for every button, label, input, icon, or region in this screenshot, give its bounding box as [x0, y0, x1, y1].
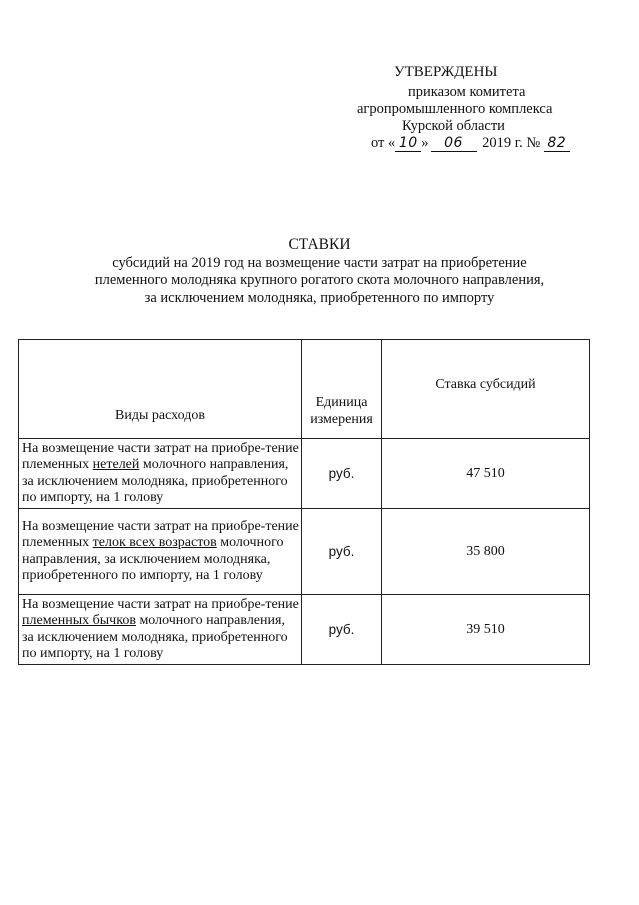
description-text: На возмещение части затрат на приобре-тение племенных: [22, 519, 299, 551]
description-text: молочного направления, за исключением молодняка, приобретенного по импорту, на 1 голову: [22, 535, 284, 583]
table-header-row: [19, 340, 590, 439]
approval-line-order: приказом комитета: [408, 84, 526, 100]
row-expense-description: [19, 509, 302, 595]
date-prefix: от «: [371, 135, 396, 151]
header-rate: [382, 340, 590, 439]
row-expense-description: [19, 595, 302, 665]
document-title: СТАВКИ: [288, 236, 351, 253]
description-text: молочного направления, за исключением молодняка, приобретенного по импорту, на 1 голову: [22, 613, 288, 661]
approval-title: УТВЕРЖДЕНЫ: [394, 64, 498, 80]
row-rate: 35 800: [382, 509, 590, 595]
description-text: На возмещение части затрат на приобре-тение племенных: [22, 441, 299, 473]
approval-line-region: Курской области: [402, 118, 505, 134]
row-rate: 39 510: [382, 595, 590, 665]
table-row: [19, 509, 590, 595]
row-unit: руб.: [302, 439, 382, 509]
table-row: [19, 595, 590, 665]
row-expense-description: [19, 439, 302, 509]
row-unit: руб.: [302, 595, 382, 665]
approval-line-committee: агропромышленного комплекса: [357, 101, 553, 117]
date-day-close: »: [421, 135, 429, 151]
description-underlined: нетелей: [92, 457, 140, 473]
document-subtitle-line3: за исключением молодняка, приобретенного по импорту: [144, 290, 495, 306]
description-underlined: телок всех возрастов: [92, 535, 217, 551]
table-row: [19, 439, 590, 509]
description-underlined: племенных бычков: [22, 613, 136, 629]
approval-block: [0, 0, 639, 160]
row-unit: руб.: [302, 509, 382, 595]
header-unit-line1: Единица: [315, 395, 368, 410]
document-subtitle-line1: субсидий на 2019 год на возмещение части затрат на приобретение: [112, 255, 527, 271]
approval-date-line: [371, 135, 570, 152]
header-rate-label: Ставка субсидий: [435, 377, 536, 392]
date-month: 06: [431, 136, 477, 152]
row-rate: 47 510: [382, 439, 590, 509]
order-number: 82: [544, 136, 570, 152]
header-expense-type: Виды расходов: [19, 340, 302, 439]
date-day: 10: [395, 136, 421, 152]
header-unit: [302, 340, 382, 439]
header-unit-line2: измерения: [310, 412, 373, 427]
document-subtitle-line2: племенного молодняка крупного рогатого скота молочного направления,: [94, 272, 545, 288]
description-text: молочного направления, за исключением молодняка, приобретенного по импорту, на 1 голову: [22, 457, 289, 505]
description-text: На возмещение части затрат на приобре-тение: [22, 597, 299, 613]
rates-table: [18, 339, 590, 665]
date-year-number-label: 2019 г. №: [482, 135, 541, 151]
